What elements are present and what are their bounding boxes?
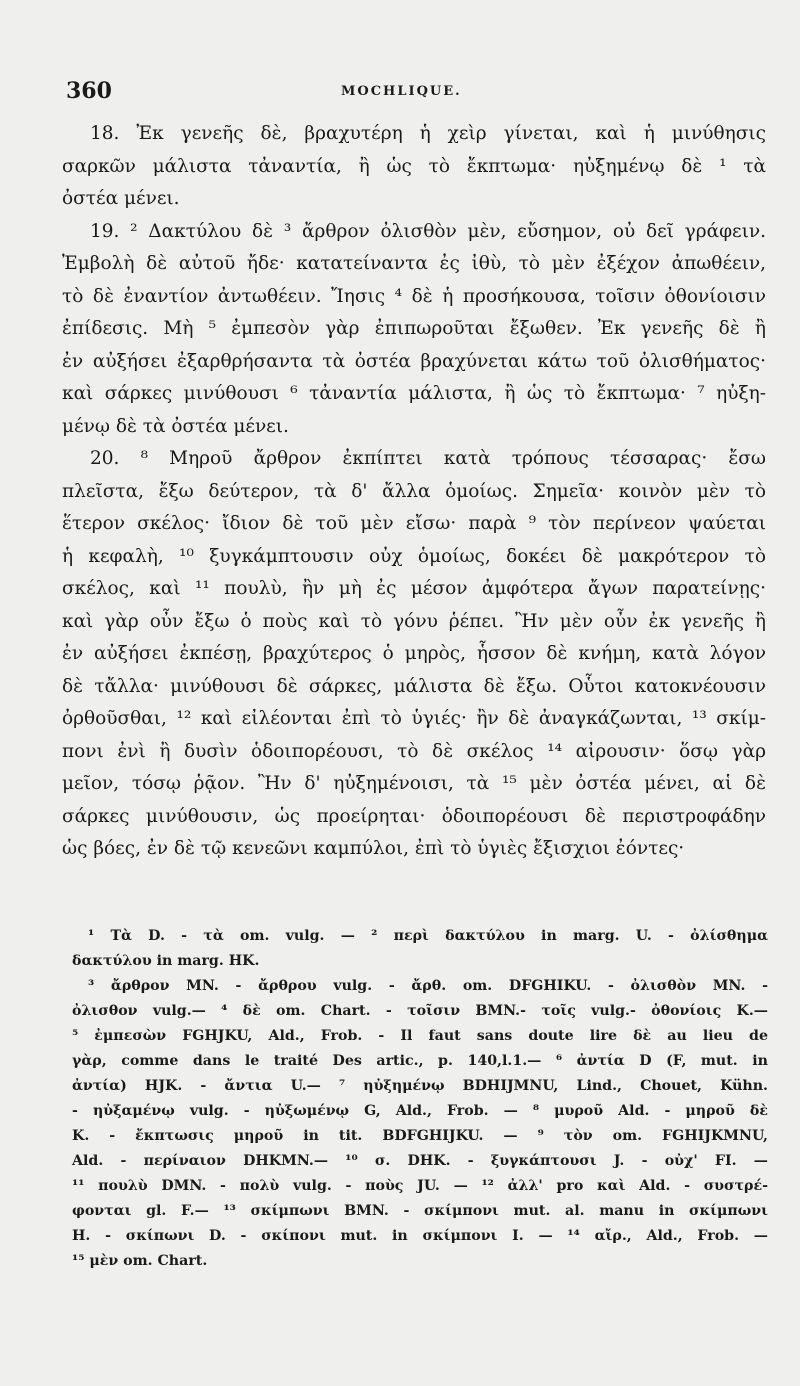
footnote-line: H. - σκίπωνι D. - σκίπονι mut. in σκίμπονι I. — ¹⁴ αἴρ., Ald., Frob. — [72, 1228, 768, 1244]
text-line: καὶ σάρκες μινύθουσι ⁶ τἀναντία μάλιστα, ἢ ὡς τὸ ἔκπτωμα· ⁷ ηὐξη- [62, 383, 766, 404]
footnote-line: ⁵ ἐμπεσὼν FGHJKU, Ald., Frob. - Il faut sans doute lire δὲ au lieu de [72, 1028, 768, 1044]
footnote-line: Ald. - περίναιον DHKMN.— ¹⁰ σ. DHK. - ξυγκάπτουσι J. - οὐχ' FI. — [72, 1153, 768, 1169]
text-line: ἕτερον σκέλος· ἴδιον δὲ τοῦ μὲν εἴσω· παρὰ ⁹ τὸν περίνεον ψαύεται [62, 513, 766, 534]
footnote-line: δακτύλου in marg. HK. [72, 953, 260, 969]
footnote-line: φονται gl. F.— ¹³ σκίμπωνι BMN. - σκίμπονι mut. al. manu in σκίμπωνι [72, 1203, 768, 1219]
main-text [62, 118, 766, 866]
text-line: ὀρθοῦσθαι, ¹² καὶ εἰλέονται ἐπὶ τὸ ὑγιές· ἢν δὲ ἀναγκάζωνται, ¹³ σκίμ- [62, 708, 766, 729]
footnote-line: ¹¹ πουλὺ DMN. - πολὺ vulg. - ποὺς JU. — ¹² ἀλλ' pro καὶ Ald. - συστρέ- [72, 1178, 768, 1194]
text-line: ὡς βόες, ἐν δὲ τῷ κενεῶνι καμπύλοι, ἐπὶ τὸ ὑγιὲς ἔξισχιοι ἐόντες· [62, 838, 685, 859]
footnote-line: ¹ Τὰ D. - τὰ om. vulg. — ² περὶ δακτύλου in marg. U. - ὀλίσθημα [88, 928, 768, 944]
text-line: σαρκῶν μάλιστα τἀναντία, ἢ ὡς τὸ ἔκπτωμα· ηὐξημένῳ δὲ ¹ τὰ [62, 155, 766, 177]
text-line: τὸ δὲ ἐναντίον ἀντωθέειν. Ἴησις ⁴ δὲ ἡ προσήκουσα, τοῖσιν ὀθονίοισιν [62, 285, 766, 307]
text-line: ὀστέα μένει. [62, 188, 180, 209]
footnote-line: - ηὐξαμένῳ vulg. - ηὐξωμένῳ G, Ald., Frob. — ⁸ μυροῦ Ald. - μηροῦ δὲ [72, 1103, 768, 1119]
text-line: σκέλος, καὶ ¹¹ πουλὺ, ἢν μὴ ἐς μέσον ἀμφότερα ἄγων παρατείνῃς· [62, 578, 766, 599]
text-line: 19. ² Δακτύλου δὲ ³ ἄρθρον ὀλισθὸν μὲν, εὔσημον, οὐ δεῖ γράφειν. [90, 220, 766, 242]
footnote-line: ¹⁵ μὲν om. Chart. [72, 1253, 208, 1269]
text-line: μένῳ δὲ τὰ ὀστέα μένει. [62, 415, 289, 437]
text-line: καὶ γὰρ οὖν ἔξω ὁ ποὺς καὶ τὸ γόνυ ῥέπει. Ἢν μὲν οὖν ἐκ γενεῆς ἢ [62, 610, 766, 632]
page-number: 360 [66, 78, 112, 104]
text-line: ἐπίδεσις. Μὴ ⁵ ἐμπεσὸν γὰρ ἐπιπωροῦται ἔξωθεν. Ἐκ γενεῆς δὲ ἢ [62, 318, 766, 339]
footnote-line: ³ ἄρθρον MN. - ἄρθρου vulg. - ἄρθ. om. DFGHIKU. - ὀλισθὸν MN. - [88, 978, 768, 994]
text-line: μεῖον, τόσῳ ῥᾷον. Ἢν δ' ηὐξημένοισι, τὰ ¹⁵ μὲν ὀστέα μένει, αἱ δὲ [62, 773, 766, 794]
text-line: 18. Ἐκ γενεῆς δὲ, βραχυτέρη ἡ χεὶρ γίνεται, καὶ ἡ μινύθησις [90, 123, 766, 144]
text-line: ἐν αὐξήσει ἐξαρθρήσαντα τὰ ὀστέα βραχύνεται κάτω τοῦ ὀλισθήματος· [62, 350, 766, 372]
text-line: πονι ἐνὶ ἢ δυσὶν ὁδοιπορέουσι, τὸ δὲ σκέλος ¹⁴ αἰρουσιν· ὅσῳ γὰρ [62, 740, 766, 762]
text-line: πλεῖστα, ἔξω δεύτερον, τὰ δ' ἄλλα ὁμοίως. Σημεῖα· κοινὸν μὲν τὸ [62, 480, 766, 502]
text-line: σάρκες μινύθουσιν, ὡς προείρηται· ὁδοιπορέουσι δὲ περιστροφάδην [62, 805, 766, 827]
text-line: ἡ κεφαλὴ, ¹⁰ ξυγκάμπτουσιν οὐχ ὁμοίως, δοκέει δὲ μακρότερον τὸ [62, 545, 766, 567]
footnote-line: ὀλισθον vulg.— ⁴ δὲ om. Chart. - τοῖσιν BMN.- τοῖς vulg.- ὀθονίοις K.— [72, 1003, 768, 1019]
text-line: δὲ τἄλλα· μινύθουσι δὲ σάρκες, μάλιστα δὲ ἔξω. Οὗτοι κατοκνέουσιν [62, 675, 766, 697]
footnote-line: K. - ἔκπτωσις μηροῦ in tit. BDFGHIJKU. — ⁹ τὸν om. FGHIJKMNU, [72, 1128, 768, 1144]
text-line: Ἐμβολὴ δὲ αὐτοῦ ἤδε· κατατείναντα ἐς ἰθὺ, τὸ μὲν ἐξέχον ἀπωθέειν, [62, 253, 766, 274]
footnotes [72, 924, 768, 1274]
footnote-line: γὰρ, comme dans le traité Des artic., p. 140,l.1.— ⁶ ἀντία D (F, mut. in [72, 1053, 768, 1069]
running-head: MOCHLIQUE. [341, 84, 462, 99]
text-line: ἐν αὐξήσει ἐκπέσῃ, βραχύτερος ὁ μηρὸς, ἧσσον δὲ κνήμη, κατὰ λόγον [62, 643, 766, 664]
page-header [66, 78, 766, 108]
text-line: 20. ⁸ Μηροῦ ἄρθρον ἐκπίπτει κατὰ τρόπους τέσσαρας· ἔσω [90, 448, 766, 469]
footnote-line: ἀντία) HJK. - ἄντια U.— ⁷ ηὐξημένῳ BDHIJMNU, Lind., Chouet, Kühn. [72, 1078, 768, 1094]
